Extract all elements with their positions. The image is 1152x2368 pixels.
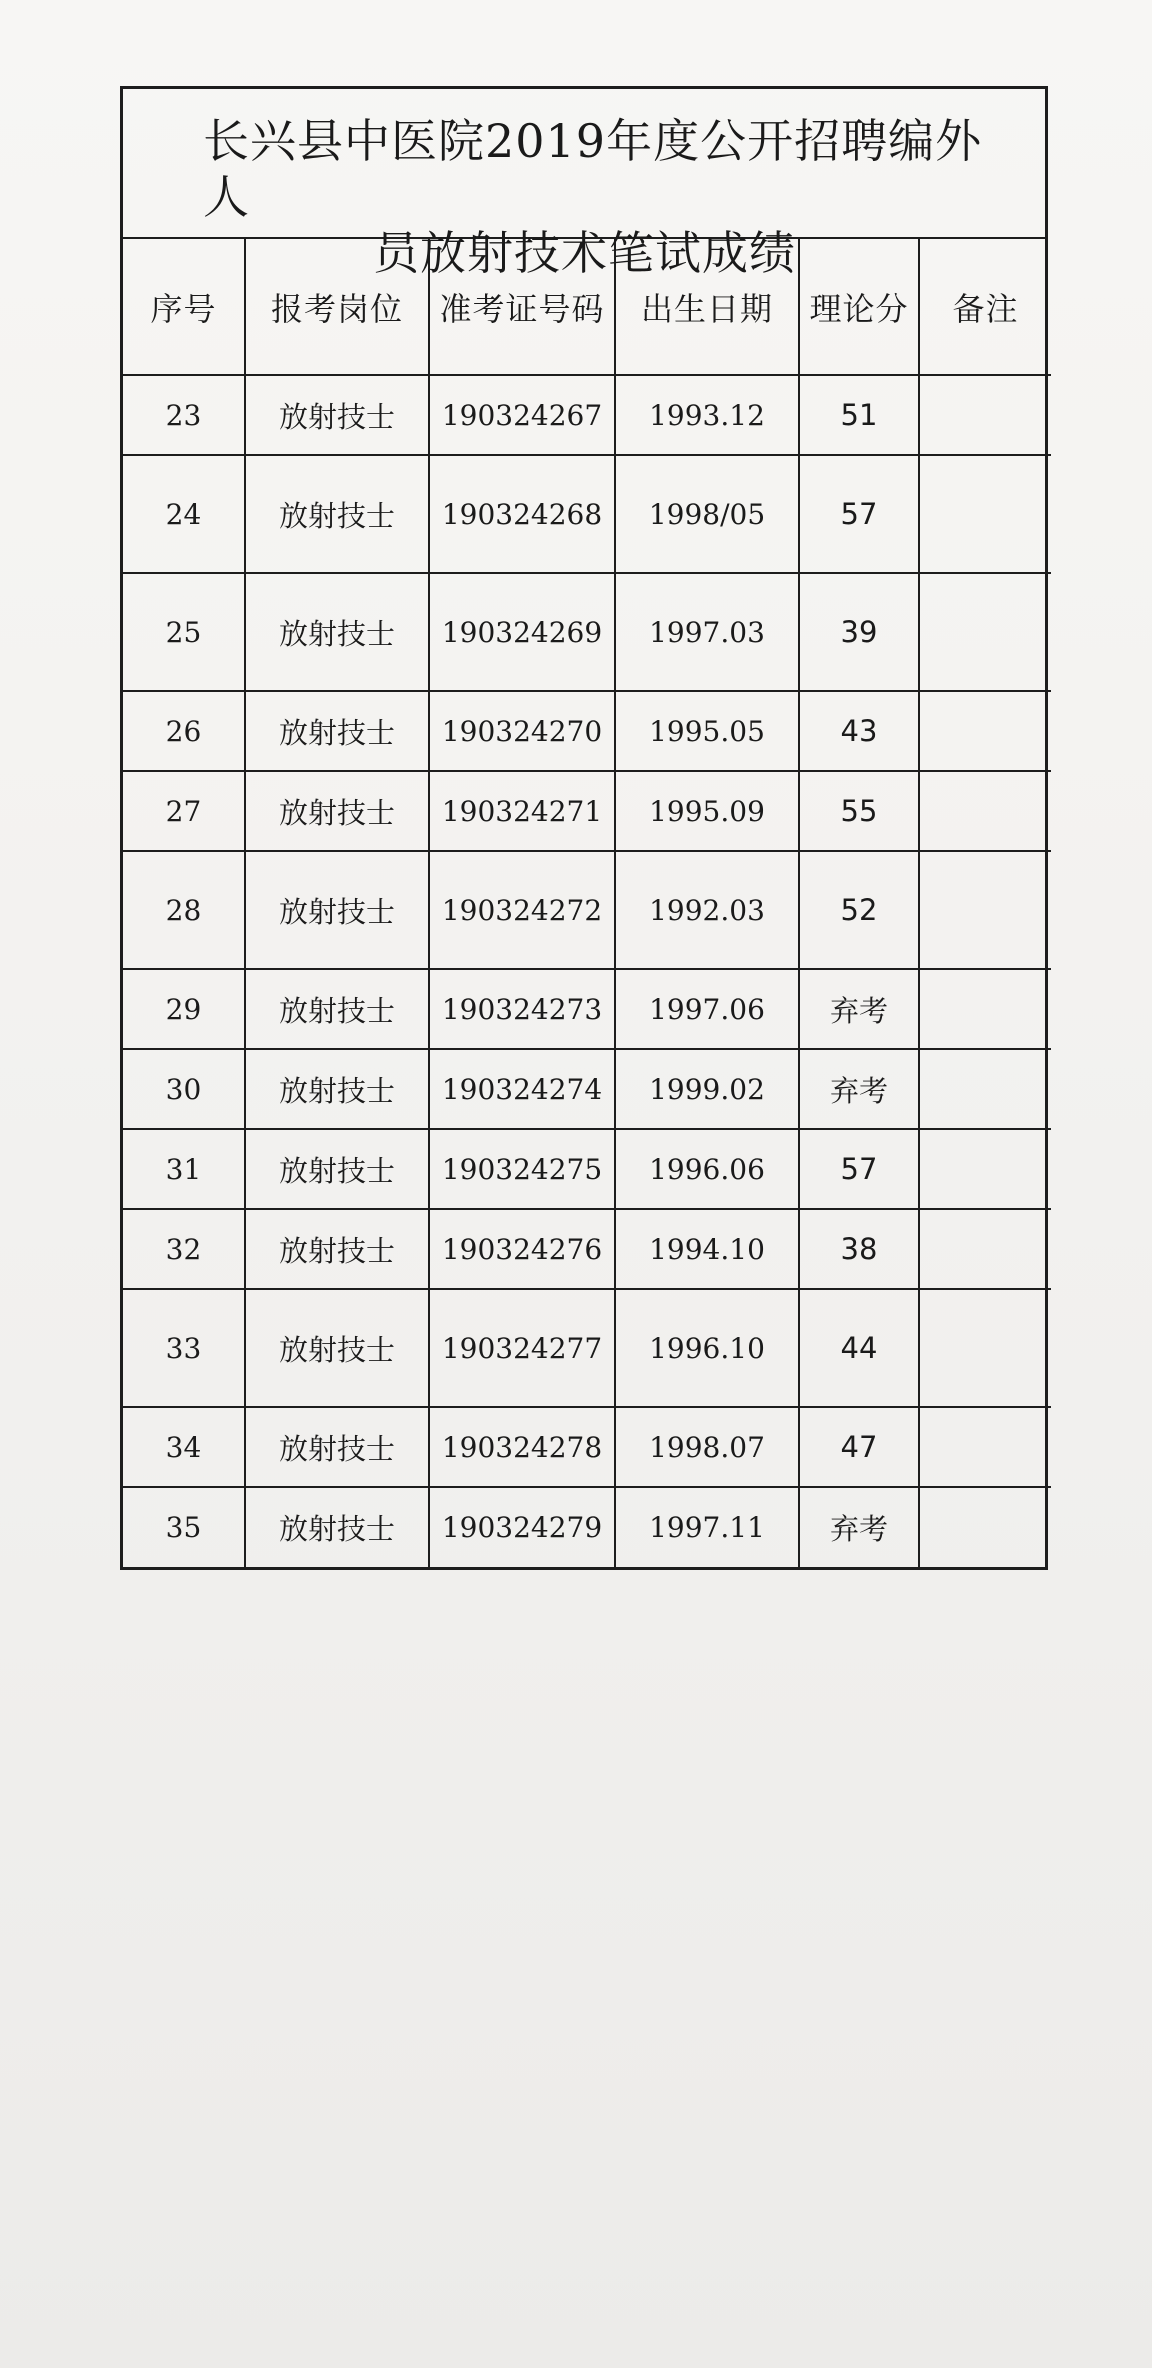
note-cell (919, 1407, 1051, 1487)
table-row (123, 969, 1051, 1049)
header-post: 报考岗位 (245, 239, 429, 375)
document-title (203, 113, 1025, 281)
seq-cell: 26 (123, 691, 245, 771)
theory-score-cell: 38 (799, 1209, 919, 1289)
note-cell (919, 691, 1051, 771)
note-cell (919, 771, 1051, 851)
title-line-1: 长兴县中医院2019年度公开招聘编外人 (203, 114, 983, 224)
table-body (123, 375, 1051, 1567)
exam-id-cell: 190324268 (429, 455, 615, 573)
theory-score-cell: 43 (799, 691, 919, 771)
header-birth-date: 出生日期 (615, 239, 799, 375)
note-cell (919, 1209, 1051, 1289)
seq-cell: 27 (123, 771, 245, 851)
note-cell (919, 1129, 1051, 1209)
exam-id-cell: 190324267 (429, 375, 615, 455)
seq-cell: 30 (123, 1049, 245, 1129)
post-cell: 放射技士 (245, 1487, 429, 1567)
exam-id-cell: 190324271 (429, 771, 615, 851)
note-cell (919, 1049, 1051, 1129)
seq-cell: 23 (123, 375, 245, 455)
table-row (123, 1487, 1051, 1567)
exam-id-cell: 190324269 (429, 573, 615, 691)
post-cell: 放射技士 (245, 1209, 429, 1289)
theory-score-cell: 57 (799, 455, 919, 573)
theory-score-cell: 弃考 (799, 969, 919, 1049)
note-cell (919, 573, 1051, 691)
post-cell: 放射技士 (245, 771, 429, 851)
exam-id-cell: 190324277 (429, 1289, 615, 1407)
seq-cell: 34 (123, 1407, 245, 1487)
table-row (123, 375, 1051, 455)
note-cell (919, 375, 1051, 455)
table-row (123, 1407, 1051, 1487)
birth-date-cell: 1992.03 (615, 851, 799, 969)
birth-date-cell: 1996.10 (615, 1289, 799, 1407)
theory-score-cell: 51 (799, 375, 919, 455)
table-row (123, 1289, 1051, 1407)
note-cell (919, 455, 1051, 573)
results-sheet (120, 86, 1048, 1570)
theory-score-cell: 47 (799, 1407, 919, 1487)
birth-date-cell: 1997.03 (615, 573, 799, 691)
birth-date-cell: 1997.11 (615, 1487, 799, 1567)
exam-id-cell: 190324270 (429, 691, 615, 771)
seq-cell: 35 (123, 1487, 245, 1567)
table-row (123, 1129, 1051, 1209)
exam-id-cell: 190324272 (429, 851, 615, 969)
post-cell: 放射技士 (245, 691, 429, 771)
header-note: 备注 (919, 239, 1051, 375)
birth-date-cell: 1994.10 (615, 1209, 799, 1289)
theory-score-cell: 44 (799, 1289, 919, 1407)
seq-cell: 31 (123, 1129, 245, 1209)
title-cell (123, 89, 1045, 280)
theory-score-cell: 弃考 (799, 1487, 919, 1567)
table-row (123, 771, 1051, 851)
exam-id-cell: 190324274 (429, 1049, 615, 1129)
post-cell: 放射技士 (245, 375, 429, 455)
birth-date-cell: 1995.09 (615, 771, 799, 851)
birth-date-cell: 1999.02 (615, 1049, 799, 1129)
post-cell: 放射技士 (245, 851, 429, 969)
header-exam-id: 准考证号码 (429, 239, 615, 375)
table-row (123, 691, 1051, 771)
birth-date-cell: 1998/05 (615, 455, 799, 573)
seq-cell: 33 (123, 1289, 245, 1407)
exam-id-cell: 190324276 (429, 1209, 615, 1289)
post-cell: 放射技士 (245, 1407, 429, 1487)
seq-cell: 29 (123, 969, 245, 1049)
post-cell: 放射技士 (245, 455, 429, 573)
note-cell (919, 1289, 1051, 1407)
table-row (123, 1049, 1051, 1129)
birth-date-cell: 1997.06 (615, 969, 799, 1049)
post-cell: 放射技士 (245, 1049, 429, 1129)
post-cell: 放射技士 (245, 1289, 429, 1407)
exam-id-cell: 190324278 (429, 1407, 615, 1487)
theory-score-cell: 57 (799, 1129, 919, 1209)
note-cell (919, 969, 1051, 1049)
birth-date-cell: 1995.05 (615, 691, 799, 771)
note-cell (919, 1487, 1051, 1567)
post-cell: 放射技士 (245, 1129, 429, 1209)
theory-score-cell: 52 (799, 851, 919, 969)
exam-id-cell: 190324273 (429, 969, 615, 1049)
birth-date-cell: 1993.12 (615, 375, 799, 455)
header-seq: 序号 (123, 239, 245, 375)
table-row (123, 455, 1051, 573)
theory-score-cell: 39 (799, 573, 919, 691)
note-cell (919, 851, 1051, 969)
seq-cell: 24 (123, 455, 245, 573)
post-cell: 放射技士 (245, 969, 429, 1049)
table-row (123, 573, 1051, 691)
exam-id-cell: 190324275 (429, 1129, 615, 1209)
exam-id-cell: 190324279 (429, 1487, 615, 1567)
theory-score-cell: 弃考 (799, 1049, 919, 1129)
seq-cell: 28 (123, 851, 245, 969)
results-table (123, 239, 1051, 1567)
post-cell: 放射技士 (245, 573, 429, 691)
birth-date-cell: 1996.06 (615, 1129, 799, 1209)
seq-cell: 32 (123, 1209, 245, 1289)
header-theory-score: 理论分 (799, 239, 919, 375)
theory-score-cell: 55 (799, 771, 919, 851)
title-line-2: 员放射技术笔试成绩 (373, 226, 796, 280)
table-row (123, 851, 1051, 969)
seq-cell: 25 (123, 573, 245, 691)
table-row (123, 1209, 1051, 1289)
birth-date-cell: 1998.07 (615, 1407, 799, 1487)
